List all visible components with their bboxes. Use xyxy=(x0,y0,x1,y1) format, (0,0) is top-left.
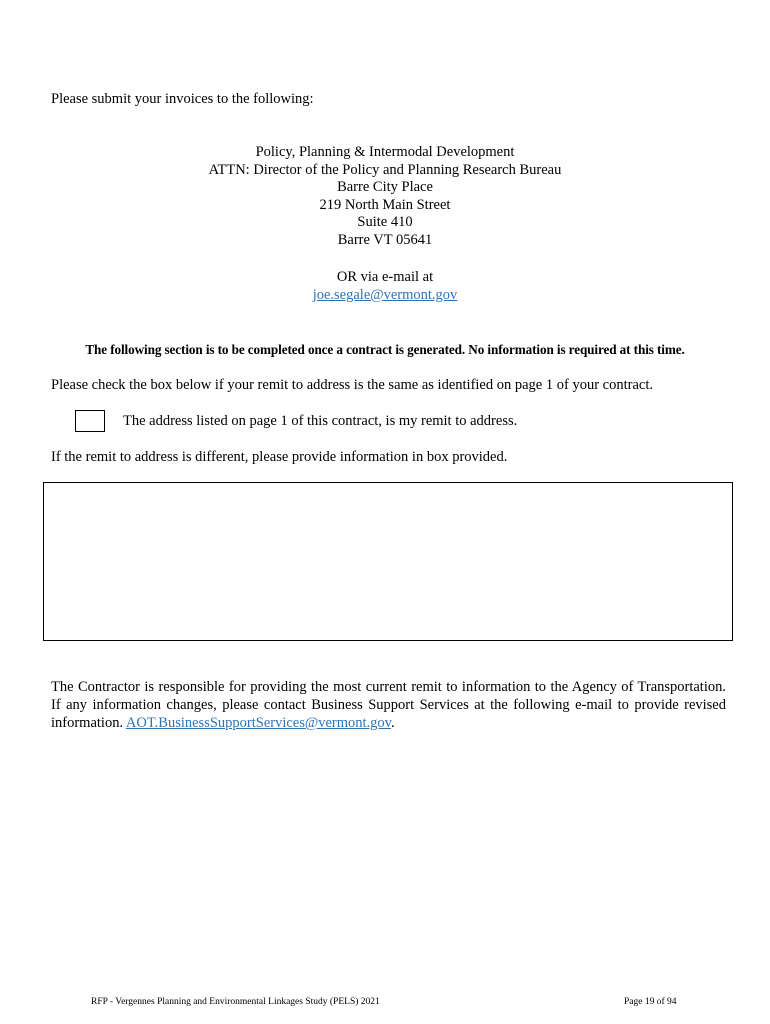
section-note: The following section is to be completed once a contract is generated. No information is required at this time. xyxy=(85,342,685,357)
checkbox-label: The address listed on page 1 of this contract, is my remit to address. xyxy=(123,413,518,429)
business-support-email-link[interactable]: AOT.BusinessSupportServices@vermont.gov xyxy=(125,715,391,731)
remit-same-checkbox[interactable] xyxy=(75,410,105,432)
different-instruction: If the remit to address is different, please provide information in box provided. xyxy=(51,449,508,465)
contractor-paragraph-text: The Contractor is responsible for providing the most current remit to information to the Agency of Transportation. If any information changes, please contact Business Support Services at the following e-mail to provide revised information. xyxy=(51,679,726,731)
address-line-5: Suite 410 xyxy=(357,214,413,231)
address-line-1: Policy, Planning & Intermodal Development xyxy=(255,144,515,160)
footer-page-number: Page 19 of 94 xyxy=(624,997,677,1007)
contractor-paragraph xyxy=(51,678,726,732)
email-block xyxy=(0,269,770,304)
invoice-address-block xyxy=(0,144,770,250)
remit-address-box[interactable] xyxy=(43,482,733,641)
address-line-6: Barre VT 05641 xyxy=(337,231,433,248)
invoice-email-link[interactable]: joe.segale@vermont.gov xyxy=(312,286,458,303)
or-email-label: OR via e-mail at xyxy=(336,269,434,285)
address-line-2: ATTN: Director of the Policy and Planning Research Bureau xyxy=(208,161,562,178)
check-instruction: Please check the box below if your remit to address is the same as identified on page 1 of your contract. xyxy=(51,377,653,393)
footer-title: RFP - Vergennes Planning and Environmental Linkages Study (PELS) 2021 xyxy=(91,997,380,1007)
intro-text: Please submit your invoices to the following: xyxy=(51,91,314,107)
address-line-4: 219 North Main Street xyxy=(319,196,451,213)
contractor-paragraph-suffix: . xyxy=(391,715,395,731)
address-line-3: Barre City Place xyxy=(337,179,433,196)
